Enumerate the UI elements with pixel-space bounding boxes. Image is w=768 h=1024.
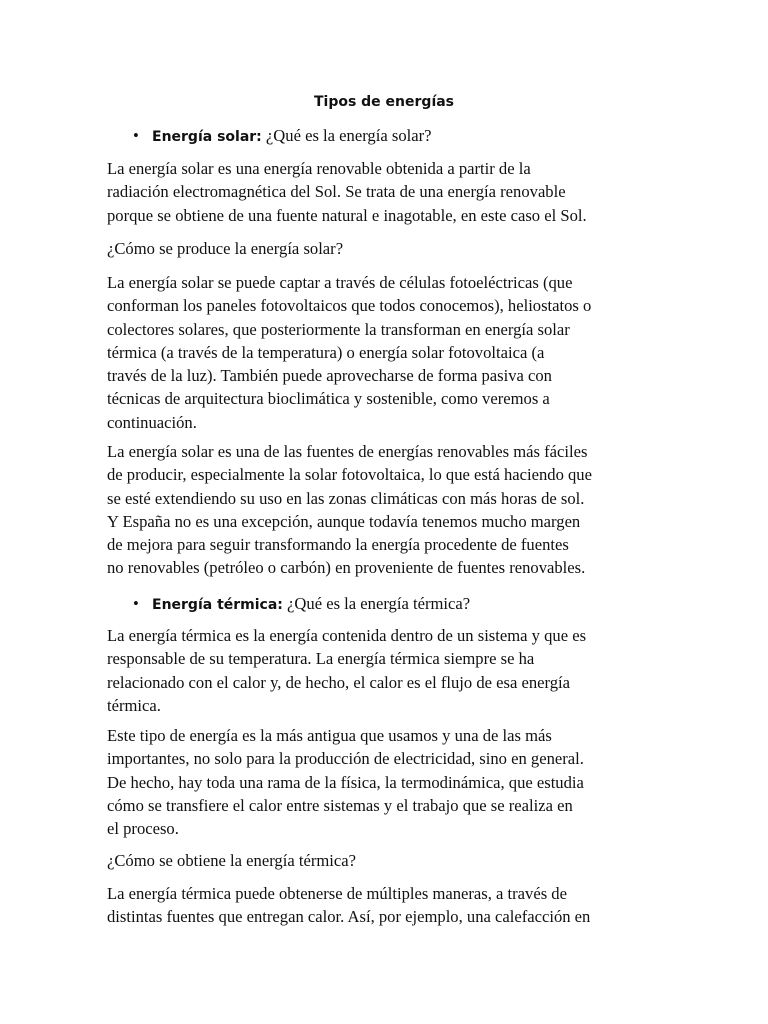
paragraph-termica-importance <box>107 724 667 840</box>
bullet-question-termica: ¿Qué es la energía térmica? <box>282 594 471 613</box>
paragraph-line: se esté extendiendo su uso en las zonas climáticas con más horas de sol. <box>107 488 585 508</box>
bullet-label-termica: Energía térmica: <box>152 597 283 613</box>
paragraph-termica-sources <box>107 882 667 929</box>
paragraph-line: colectores solares, que posteriormente la transforman en energía solar <box>107 319 570 339</box>
document-title: Tipos de energías <box>313 94 455 110</box>
paragraph-line: de producir, especialmente la solar fotovoltaica, lo que está haciendo que <box>107 465 592 485</box>
paragraph-line: no renovables (petróleo o carbón) en proveniente de fuentes renovables. <box>107 558 586 578</box>
paragraph-line: técnicas de arquitectura bioclimática y sostenible, como veremos a <box>107 389 550 409</box>
paragraph-line: Y España no es una excepción, aunque todavía tenemos mucho margen <box>107 511 581 531</box>
paragraph-line: ¿Cómo se obtiene la energía térmica? <box>107 851 356 870</box>
paragraph-line: ¿Cómo se produce la energía solar? <box>107 239 344 258</box>
bullet-text <box>152 592 470 617</box>
paragraph-line: térmica (a través de la temperatura) o energía solar fotovoltaica (a <box>107 342 545 362</box>
paragraph-line: través de la luz). También puede aprovecharse de forma pasiva con <box>107 366 552 386</box>
paragraph-line: La energía solar es una energía renovable obtenida a partir de la <box>107 159 531 178</box>
bullet-text <box>152 124 431 149</box>
paragraph-line: continuación. <box>107 412 197 432</box>
paragraph-line: La energía solar es una de las fuentes de energías renovables más fáciles <box>107 442 588 461</box>
paragraph-line: importantes, no solo para la producción de electricidad, sino en general. <box>107 749 584 769</box>
question-solar-production <box>107 237 667 260</box>
question-termica-obtain <box>107 849 667 872</box>
paragraph-line: radiación electromagnética del Sol. Se trata de una energía renovable <box>107 182 566 202</box>
paragraph-line: térmica. <box>107 695 161 715</box>
paragraph-line: Este tipo de energía es la más antigua que usamos y una de las más <box>107 726 552 745</box>
paragraph-line: responsable de su temperatura. La energía térmica siempre se ha <box>107 649 535 669</box>
bullet-label-solar: Energía solar: <box>152 129 262 145</box>
paragraph-line: La energía solar se puede captar a través de células fotoeléctricas (que <box>107 273 573 292</box>
paragraph-solar-production <box>107 271 667 434</box>
paragraph-line: el proceso. <box>107 819 179 839</box>
paragraph-line: distintas fuentes que entregan calor. Así, por ejemplo, una calefacción en <box>107 907 591 927</box>
bullet-question-solar: ¿Qué es la energía solar? <box>261 126 432 145</box>
paragraph-line: conforman los paneles fotovoltaicos que todos conocemos), heliostatos o <box>107 296 592 316</box>
paragraph-line: de mejora para seguir transformando la energía procedente de fuentes <box>107 535 569 555</box>
paragraph-line: relacionado con el calor y, de hecho, el calor es el flujo de esa energía <box>107 672 571 692</box>
paragraph-solar-spain <box>107 440 667 580</box>
paragraph-line: De hecho, hay toda una rama de la física, la termodinámica, que estudia <box>107 772 584 792</box>
paragraph-solar-definition <box>107 157 667 227</box>
paragraph-line: porque se obtiene de una fuente natural e inagotable, en este caso el Sol. <box>107 205 587 225</box>
bullet-icon: • <box>133 594 139 613</box>
paragraph-line: La energía térmica es la energía contenida dentro de un sistema y que es <box>107 626 587 645</box>
paragraph-termica-definition <box>107 624 667 717</box>
bullet-icon: • <box>133 126 139 145</box>
paragraph-line: La energía térmica puede obtenerse de múltiples maneras, a través de <box>107 884 567 903</box>
paragraph-line: cómo se transfiere el calor entre sistemas y el trabajo que se realiza en <box>107 795 573 815</box>
